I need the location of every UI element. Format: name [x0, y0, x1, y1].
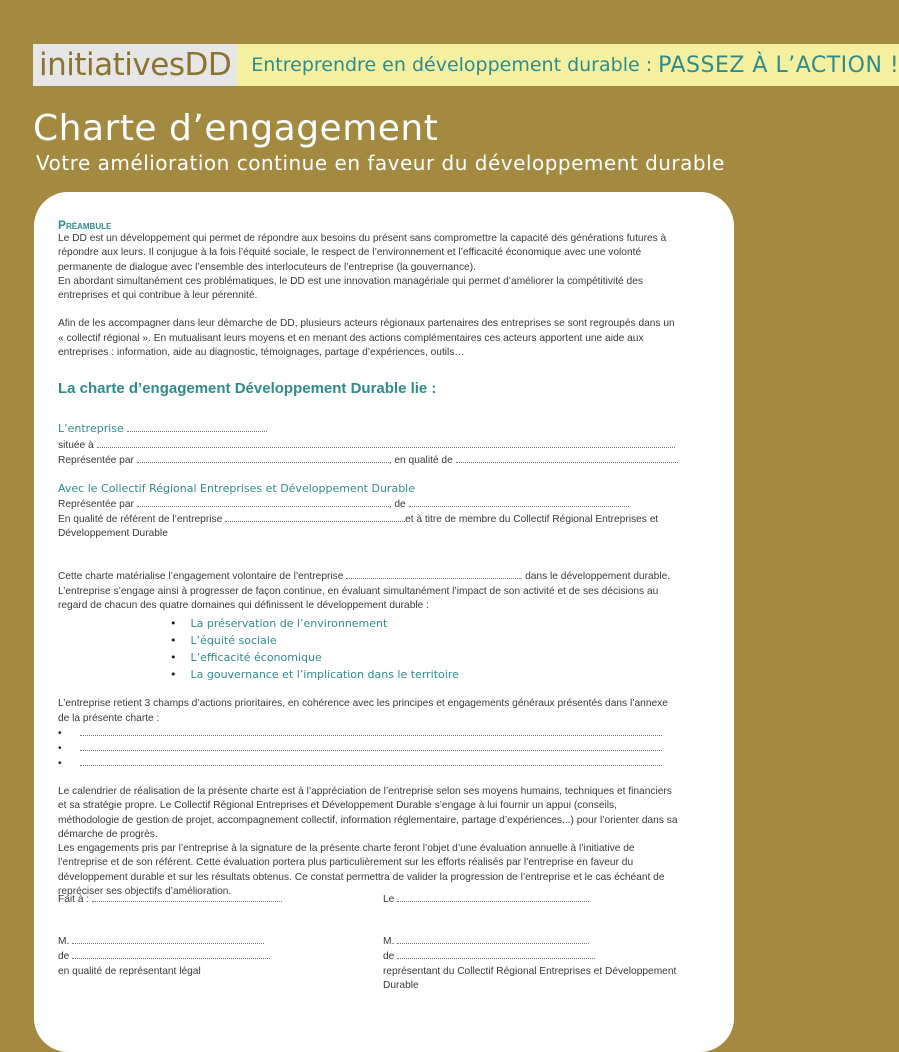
bullet-marker: •: [58, 727, 62, 739]
bullet-marker: •: [58, 757, 62, 769]
entreprise-name-field[interactable]: [127, 422, 267, 432]
situee-field[interactable]: [97, 438, 675, 448]
champ-action-field-3[interactable]: [80, 756, 662, 766]
calendrier-paragraph-1: Le calendrier de réalisation de la présente charte est à l’appréciation de l’entreprise selon ses moyens humains, techniques et financiers et sa stratégie propre. Le Collectif Régional Entreprises et Développement Durable s’engage à lui fournir un appui (conseils, méthodologie de gestion de projet, accompagnement collectif, information réglementaire, partage d’expériences...) pour l’orienter dans sa démarche de progrès.: [58, 785, 678, 840]
fait-a-label: Fait à :: [58, 894, 90, 905]
brand-suffix: DD: [184, 47, 232, 83]
collectif-representee-field[interactable]: [137, 497, 389, 507]
domain-item: • L’équité sociale: [174, 632, 678, 649]
preambule-paragraph-1: Le DD est un développement qui permet de répondre aux besoins du présent sans compromettre la capacité des générations futures à répondre aux leurs. Il conjugue à la fois l’équité sociale, le respect de l’environnement et l’efficacité économique avec une volonté permanente de dialogue avec l’ensemble des interlocuteurs de l’entreprise (la gouvernance).: [58, 233, 667, 273]
preambule-heading: Préambule: [58, 218, 112, 232]
page-title: Charte d’engagement: [33, 108, 439, 149]
engagement-entreprise-field[interactable]: [346, 569, 522, 579]
qualite-field[interactable]: [456, 453, 678, 463]
tagline-strong: PASSEZ À L’ACTION !: [658, 52, 899, 78]
header-banner: [33, 44, 899, 86]
engagement-line-end: dans le développement durable.: [525, 571, 671, 583]
right-m-field[interactable]: [397, 934, 589, 944]
domains-list: [58, 615, 678, 683]
de-label: de: [58, 951, 70, 963]
champ-action-field-1[interactable]: [80, 726, 662, 736]
preambule-paragraph-2: En abordant simultanément ces problématiques, le DD est une innovation managériale qui permet d’améliorer la compétitivité des entreprises et qui contribue à leur pérennité.: [58, 275, 643, 302]
left-m-field[interactable]: [72, 934, 264, 944]
signature-block-right: [383, 934, 703, 993]
brand-name: initiatives: [39, 47, 185, 83]
entreprise-label: L’entreprise: [58, 422, 124, 436]
m-label: M.: [383, 936, 395, 947]
champ-action-field-2[interactable]: [80, 741, 662, 751]
preambule-paragraph-3: Afin de les accompagner dans leur démarche de DD, plusieurs acteurs régionaux partenaires des entreprises se sont regroupés dans un « collectif régional ». En mutualisant leurs moyens et en menant des actions complémentaires ces acteurs apportent une aide aux entreprises : information, aide au diagnostic, témoignages, partage d’expériences, outils…: [58, 318, 675, 359]
tagline-text: Entreprendre en développement durable :: [251, 54, 653, 76]
le-field[interactable]: [397, 892, 589, 902]
page-subtitle: Votre amélioration continue en faveur du développement durable: [36, 151, 725, 175]
brand-logo: [33, 44, 237, 86]
engagement-paragraph: L’entreprise s’engage ainsi à progresser de façon continue, en évaluant simultanément l’impact de son activité et de ses décisions au regard de chacun des quatre domaines qui définissent le développement durable :: [58, 585, 659, 612]
referent-label: En qualité de référent de l’entreprise: [58, 513, 223, 525]
referent-field[interactable]: [225, 512, 405, 522]
signature-block-left: [58, 934, 358, 979]
right-de-field[interactable]: [397, 949, 595, 959]
signature-right: [383, 892, 589, 907]
right-role: représentant du Collectif Régional Entreprises et Développement Durable: [383, 965, 677, 991]
situee-label: située à: [58, 439, 94, 451]
left-de-field[interactable]: [72, 949, 270, 959]
collectif-de-field[interactable]: [409, 497, 629, 507]
m-label: M.: [58, 936, 70, 947]
qualite-label: , en qualité de: [388, 454, 453, 466]
signature-left: [58, 892, 282, 907]
collectif-label: Avec le Collectif Régional Entreprises et Développement Durable: [58, 482, 416, 496]
champs-intro: L’entreprise retient 3 champs d’actions prioritaires, en cohérence avec les principes et engagements généraux présentés dans l’annexe de la présente charte :: [58, 698, 668, 724]
domain-item: • La préservation de l’environnement: [174, 615, 678, 632]
collectif-representee-label: Représentée par: [58, 498, 134, 510]
charte-heading: La charte d’engagement Développement Durable lie :: [58, 380, 437, 398]
engagement-line-start: Cette charte matérialise l’engagement volontaire de l’entreprise: [58, 571, 344, 583]
calendrier-paragraph-2: Les engagements pris par l’entreprise à la signature de la présente charte feront l’objet d’une évaluation annuelle à l’initiative de l’entreprise et de son référent. Cette évaluation portera plus particulièrement sur les efforts réalisés par l’entreprise en faveur du développement durable et sur les résultats obtenus. Ce constat permettra de valider la progression de l’entreprise et le cas échéant de repréciser ses objectifs d’amélioration.: [58, 843, 665, 898]
membre-label: et à titre de membre du Collectif Régional Entreprises et Développement Durable: [58, 513, 659, 540]
le-label: Le: [383, 894, 395, 905]
domain-item: • La gouvernance et l’implication dans le territoire: [174, 666, 678, 683]
left-role: en qualité de représentant légal: [58, 965, 201, 977]
representee-label: Représentée par: [58, 454, 134, 466]
document-body: [58, 218, 678, 899]
representee-field[interactable]: [137, 453, 389, 463]
bullet-marker: •: [58, 742, 62, 754]
header-tagline: [237, 44, 899, 86]
fait-a-field[interactable]: [92, 892, 282, 902]
collectif-de-label: , de: [388, 498, 406, 510]
de-label: de: [383, 951, 395, 963]
domain-item: • L’efficacité économique: [174, 649, 678, 666]
